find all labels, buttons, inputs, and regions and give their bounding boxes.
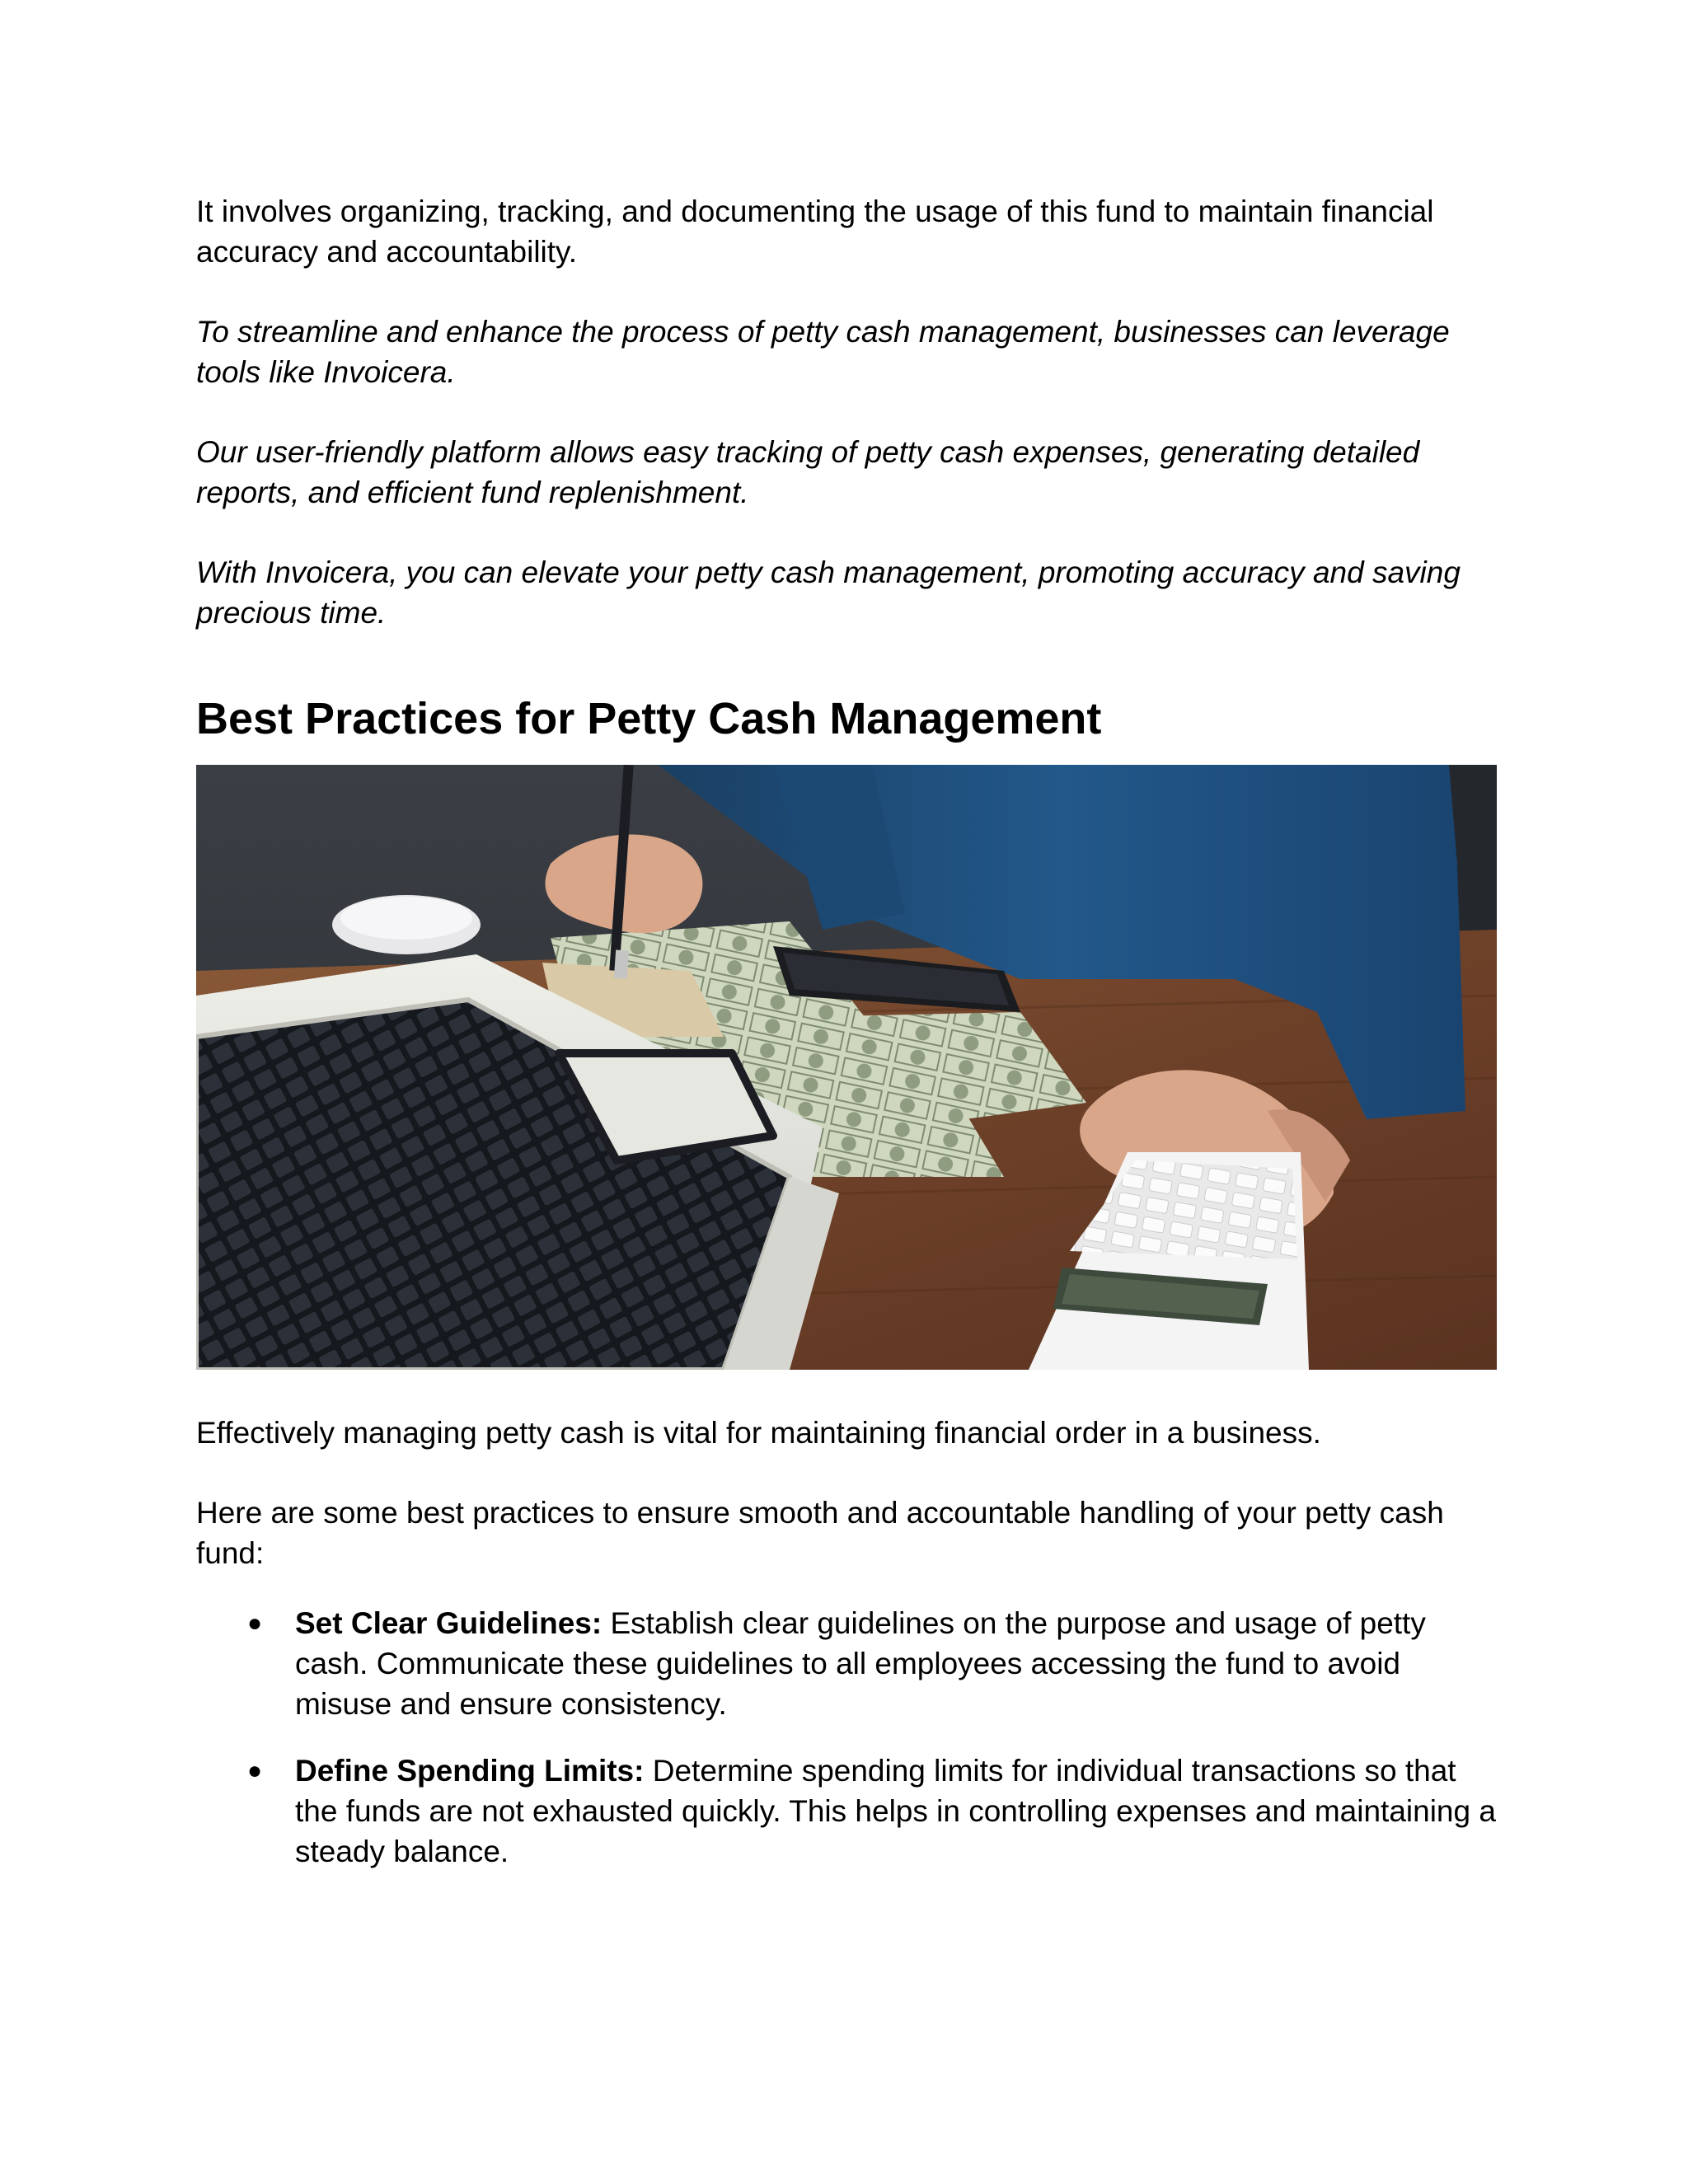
intro-paragraph-1: It involves organizing, tracking, and documenting the usage of this fund to maintain financial accuracy and accountability.	[196, 194, 1434, 269]
desk-laptop-cash-calculator-photo	[196, 765, 1497, 1370]
intro-paragraph-3: Our user-friendly platform allows easy tracking of petty cash expenses, generating detailed reports, and efficient fund replenishment.	[196, 435, 1420, 509]
body-paragraph-1: Effectively managing petty cash is vital for maintaining financial order in a business.	[196, 1416, 1321, 1450]
section-heading: Best Practices for Petty Cash Management	[196, 694, 1102, 743]
document-page	[196, 191, 1498, 1898]
bullet-icon: ●	[247, 1610, 263, 1637]
best-practices-list	[196, 1603, 1498, 1872]
body-paragraph-2: Here are some best practices to ensure smooth and accountable handling of your petty cash fund:	[196, 1496, 1444, 1570]
list-item	[196, 1603, 1498, 1724]
bullet-icon: ●	[247, 1757, 263, 1784]
list-item-body: Establish clear guidelines on the purpose and usage of petty cash. Communicate these guidelines to all employees accessing the fund to avoid misuse and ensure consistency.	[295, 1606, 1426, 1721]
intro-paragraph-2: To streamline and enhance the process of petty cash management, businesses can leverage tools like Invoicera.	[196, 315, 1450, 389]
intro-paragraph-4: With Invoicera, you can elevate your petty cash management, promoting accuracy and saving precious time.	[196, 555, 1461, 630]
list-item-body: Determine spending limits for individual transactions so that the funds are not exhausted quickly. This helps in controlling expenses and maintaining a steady balance.	[295, 1754, 1496, 1868]
list-item-title: Set Clear Guidelines:	[295, 1606, 603, 1640]
list-item	[196, 1750, 1498, 1872]
list-item-title: Define Spending Limits:	[295, 1754, 645, 1788]
